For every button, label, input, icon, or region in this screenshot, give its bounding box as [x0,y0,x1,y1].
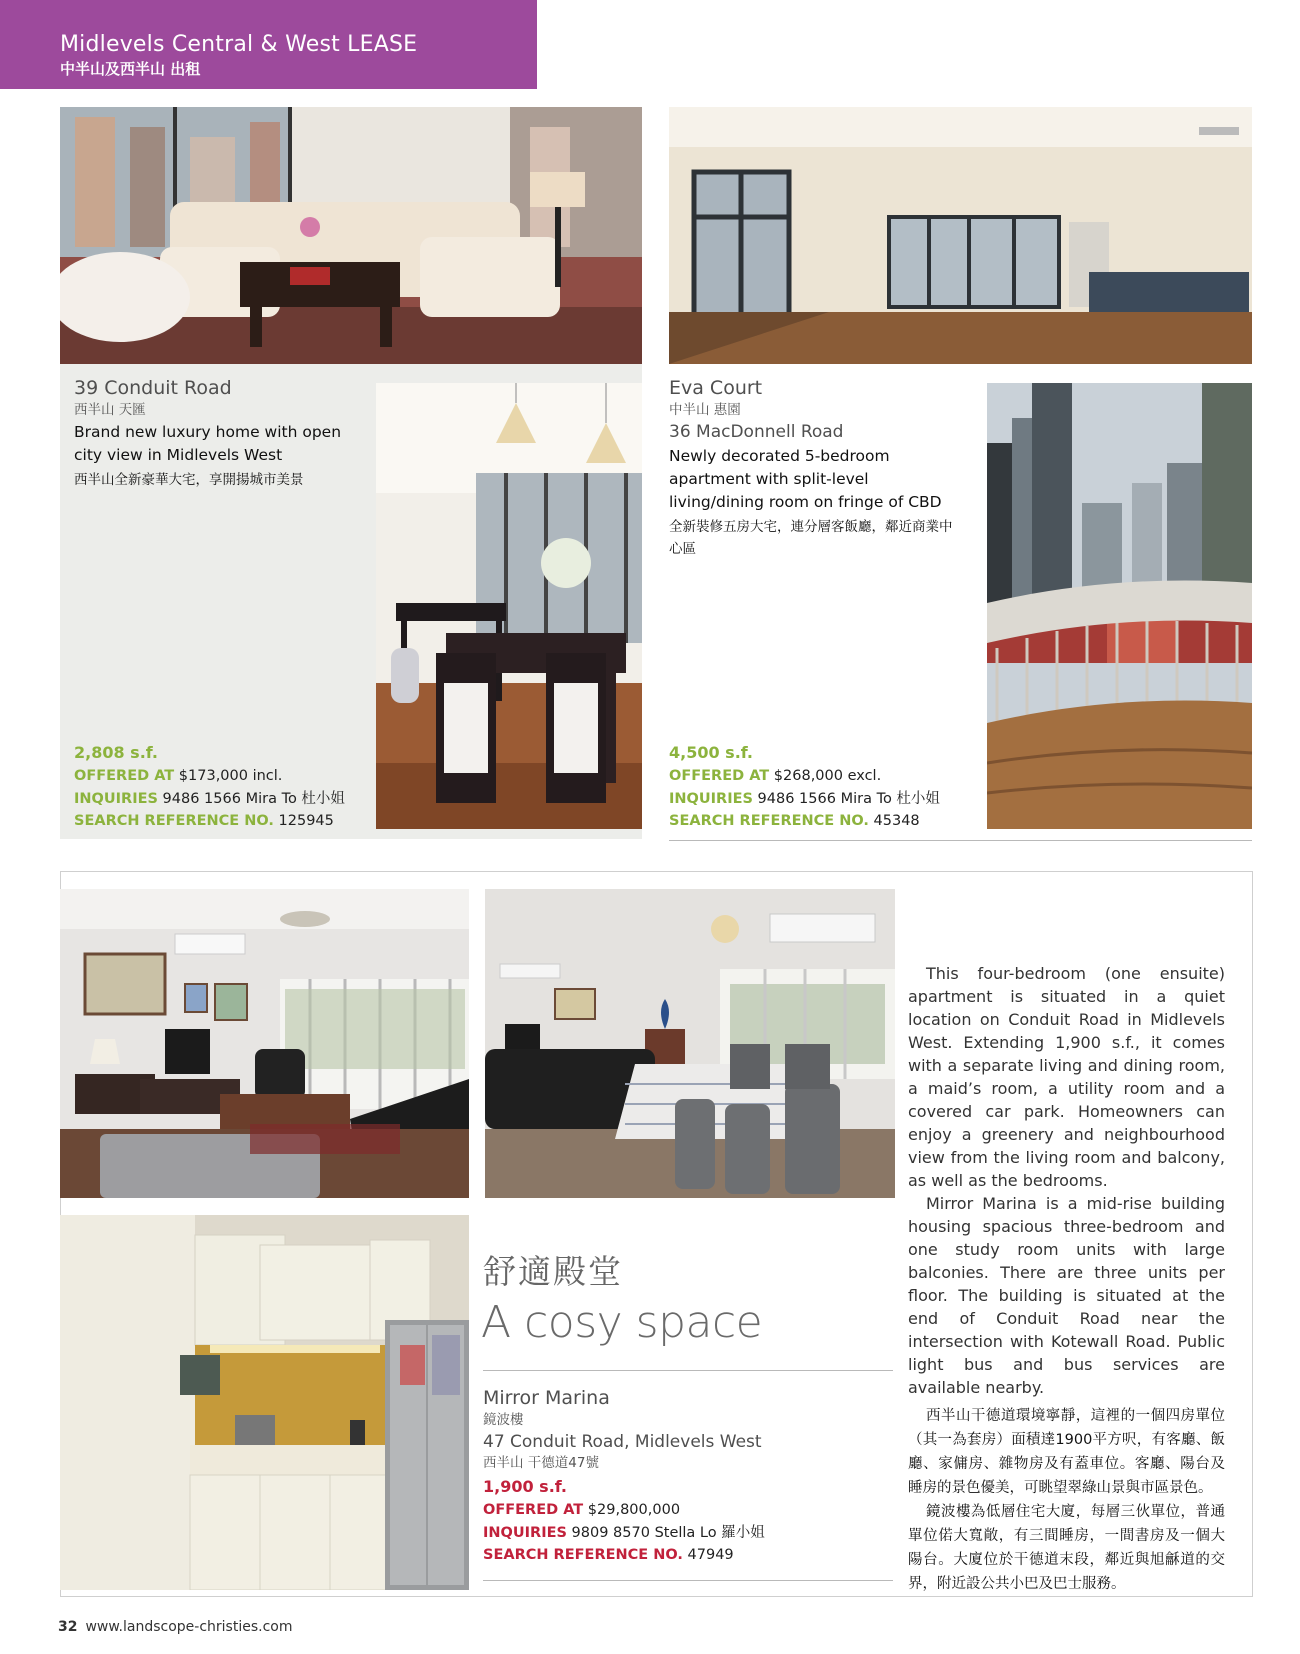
listing-size: 2,808 s.f. [74,743,158,762]
reference-label: SEARCH REFERENCE NO. [669,813,869,829]
feature-facts-rule [483,1580,893,1581]
feature-body-en [908,962,1225,1399]
empty-living-room-photo [669,107,1252,364]
reference-value: 125945 [278,813,334,829]
feature-paragraph-en: This four-bedroom (one ensuite) apartment is situated in a quiet location on Conduit Road in Midlevels West. Extending 1,900 s.f., it comes with a separate living and dining room, a maid’s room, a utility room and a covered car park. Homeowners can enjoy a greenery and neighbourhood view from the living room and balcony, as well as the bedrooms. [908,964,1225,1190]
listing-description-cn: 全新裝修五房大宅，連分層客飯廳，鄰近商業中心區 [669,519,953,557]
inquiries-value: 9486 1566 Mira To 杜小姐 [757,790,940,807]
reference-label: SEARCH REFERENCE NO. [74,813,274,829]
inquiries-label: INQUIRIES [74,790,158,807]
feature-address-cn: 西半山 干德道47號 [483,1455,599,1471]
section-subtitle: 中半山及西半山 出租 [60,60,201,78]
inquiries-label: INQUIRIES [669,790,753,807]
listing-description: Brand new luxury home with open city view in Midlevels West [74,423,342,464]
feature-size: 1,900 s.f. [483,1477,567,1496]
offered-value: $268,000 excl. [773,768,882,784]
listing-info-eva-court [669,376,959,560]
living-room-photo [60,107,642,364]
feature-paragraph-en: Mirror Marina is a mid-rise building housing spacious three-bedroom and one study room units with large balconies. There are three units per floor. The building is situated at the end of Conduit Road near the intersection with Kotewall Road. Public light bus and bus services are available nearby. [908,1194,1225,1397]
feature-address: 47 Conduit Road, Midlevels West [483,1432,762,1452]
feature-body-cn [908,1404,1225,1596]
listing-name-cn: 中半山 惠園 [669,402,741,418]
inquiries-value: 9809 8570 Stella Lo 羅小姐 [571,1524,765,1541]
feature-heading-en: A cosy space [481,1297,763,1348]
listing-facts-conduit-road [74,741,345,833]
listing-info-conduit-road [74,376,364,491]
offered-value: $173,000 incl. [178,768,283,784]
offered-label: OFFERED AT [74,768,175,784]
feature-heading-rule [483,1370,893,1371]
feature-listing-info [483,1386,893,1474]
dining-room-photo [376,383,642,829]
inquiries-value: 9486 1566 Mira To 杜小姐 [162,790,345,807]
feature-paragraph-cn: 西半山干德道環境寧靜，這裡的一個四房單位（其一為套房）面積達1900平方呎，有客廳、飯廳、家傭房、雜物房及有蓋車位。客廳、陽台及睡房的景色優美，可眺望翠綠山景與市區景色。 [908,1408,1225,1496]
page-footer [58,1619,292,1635]
reference-value: 47949 [687,1547,734,1563]
reference-value: 45348 [873,813,920,829]
section-header [0,0,537,89]
feature-living-room-photo [60,889,469,1198]
section-title: Midlevels Central & West LEASE [60,32,418,57]
feature-name-cn: 鏡波樓 [483,1412,524,1428]
inquiries-label: INQUIRIES [483,1524,567,1541]
listing-address: 36 MacDonnell Road [669,422,844,442]
feature-facts [483,1475,765,1567]
listing-name-cn: 西半山 天匯 [74,402,146,418]
listing-name: 39 Conduit Road [74,377,232,399]
feature-heading-cn: 舒適殿堂 [483,1252,623,1291]
feature-name: Mirror Marina [483,1387,610,1409]
feature-dining-room-photo [485,889,895,1198]
feature-paragraph-cn: 鏡波樓為低層住宅大廈，每層三伙單位，普通單位偌大寬敞，有三間睡房，一間書房及一個大陽台。大廈位於干德道末段，鄰近與旭龢道的交界，附近設公共小巴及巴士服務。 [908,1504,1225,1592]
page-number: 32 [58,1619,78,1635]
reference-label: SEARCH REFERENCE NO. [483,1547,683,1563]
listing-name: Eva Court [669,377,763,399]
balcony-view-photo [987,383,1252,829]
listing-size: 4,500 s.f. [669,743,753,762]
offered-label: OFFERED AT [483,1502,584,1518]
feature-kitchen-photo [60,1215,469,1590]
website-link[interactable]: www.landscope-christies.com [85,1619,293,1635]
listing-facts-eva-court [669,741,940,833]
offered-value: $29,800,000 [587,1502,681,1518]
offered-label: OFFERED AT [669,768,770,784]
listing-divider [669,840,1252,841]
listing-description-cn: 西半山全新豪華大宅，享開揚城市美景 [74,472,304,488]
listing-description: Newly decorated 5-bedroom apartment with split-level living/dining room on fringe of CBD [669,447,942,511]
